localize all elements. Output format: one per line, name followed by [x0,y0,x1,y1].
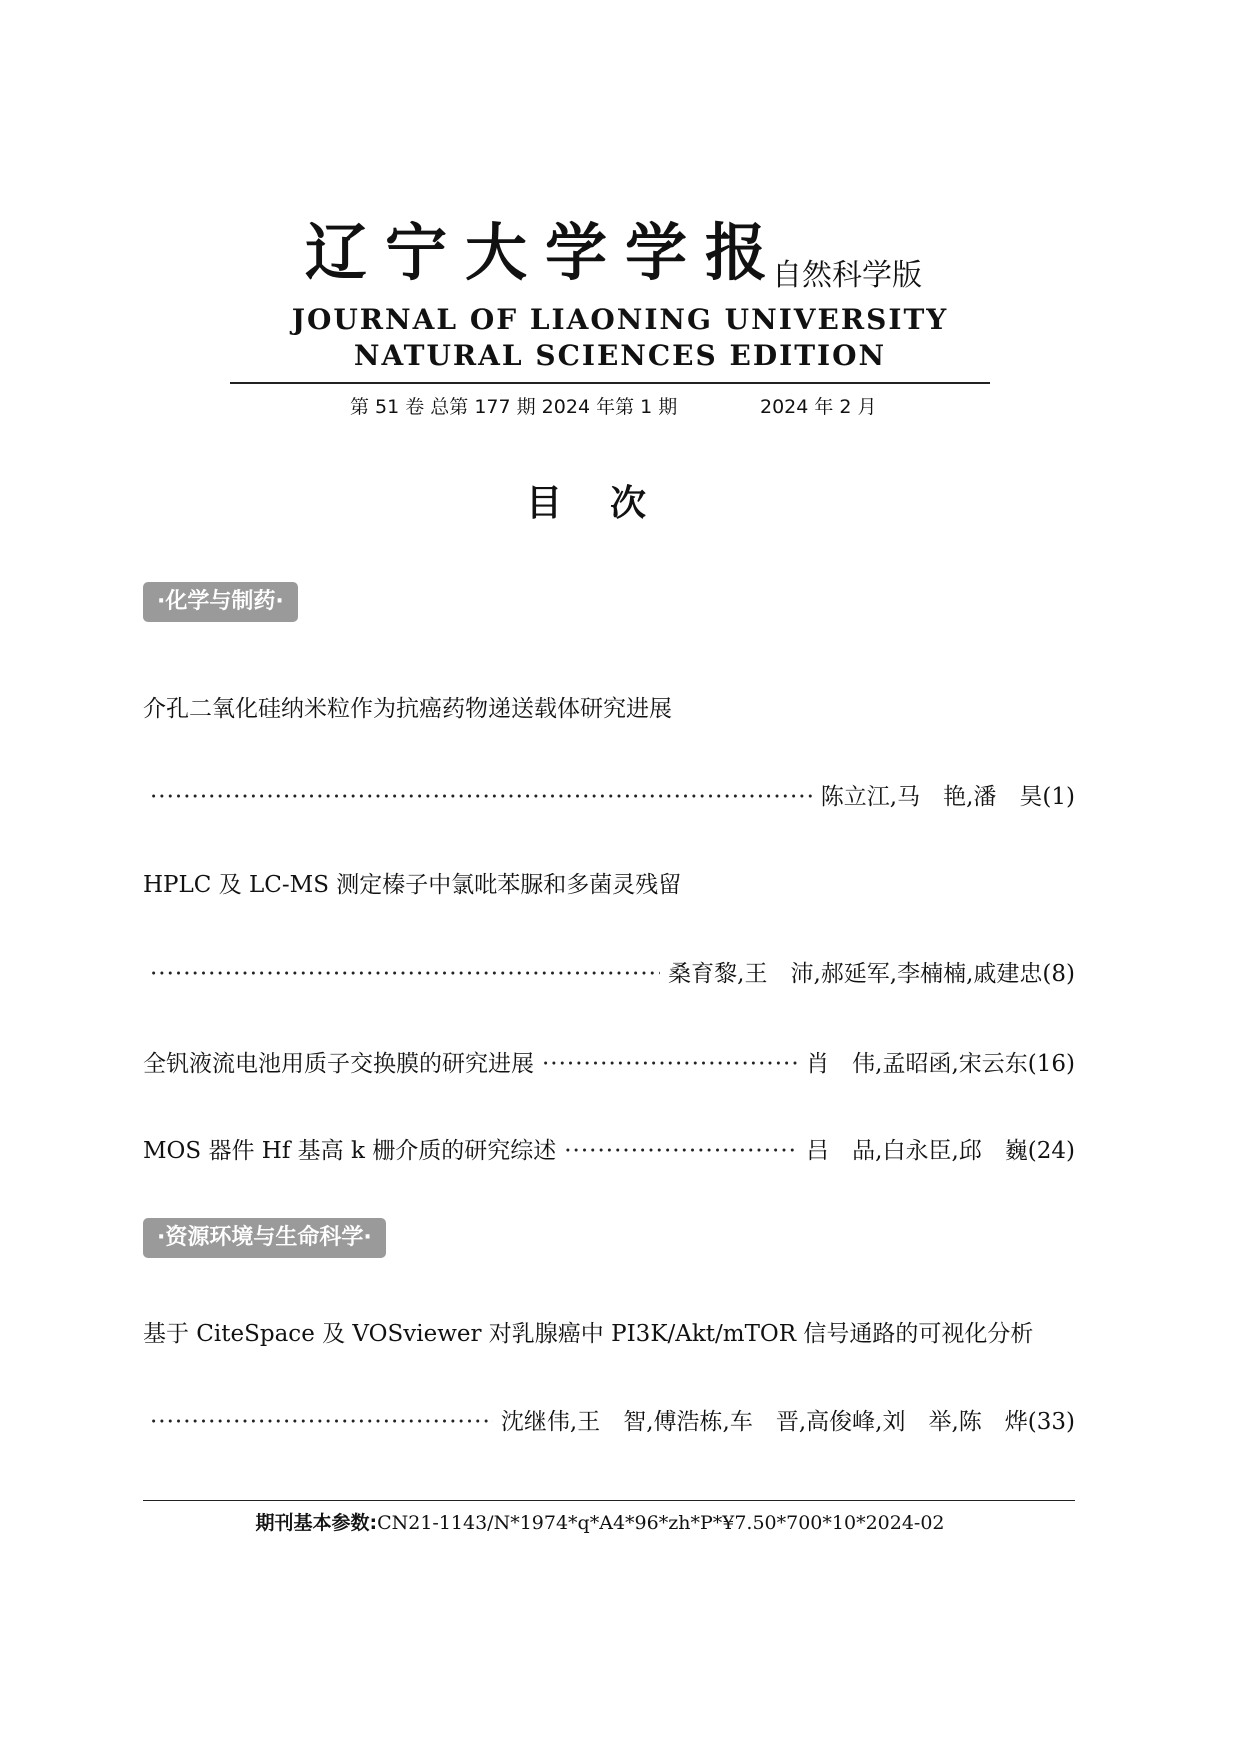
toc-entry-title[interactable]: HPLC 及 LC-MS 测定榛子中氯吡苯脲和多菌灵残留 [143,872,682,898]
issue-date: 2024 年 2 月 [760,396,877,418]
toc-entry-authors: 肖 伟,孟昭函,宋云东 [806,1051,1028,1077]
journal-title-en-line1: JOURNAL OF LIAONING UNIVERSITY [291,303,949,336]
toc-heading: 目次 [525,483,694,524]
leader-dots [542,1051,798,1077]
toc-entry-page: (1) [1042,784,1075,810]
toc-entry-page: (16) [1027,1051,1075,1077]
toc-entry-line[interactable] [143,1132,1075,1165]
toc-entry-line[interactable] [143,1045,1075,1078]
journal-edition-cn: 自然科学版 [772,258,922,293]
journal-parameters [0,1508,1200,1535]
leader-dots [564,1138,798,1164]
journal-title-en-line2: NATURAL SCIENCES EDITION [353,339,887,372]
section-tag-environment-life: ·资源环境与生命科学· [143,1218,386,1258]
toc-entry-line[interactable] [150,778,1075,811]
issue-info: 第 51 卷 总第 177 期 2024 年第 1 期 [350,396,678,418]
toc-entry-page: (33) [1027,1409,1075,1435]
toc-entry-title[interactable]: 介孔二氧化硅纳米粒作为抗癌药物递送载体研究进展 [143,696,672,722]
toc-entry-authors: 吕 品,白永臣,邱 巍 [806,1138,1028,1164]
toc-entry-authors: 陈立江,马 艳,潘 昊 [820,784,1043,810]
toc-entry-line[interactable] [150,1403,1075,1436]
masthead-divider [230,382,990,384]
journal-parameters-value: CN21-1143/N*1974*q*A4*96*zh*P*¥7.50*700*10*2024-02 [377,1512,945,1534]
journal-title-cn: 辽宁大学学报 [305,216,786,289]
toc-entry-title: 全钒液流电池用质子交换膜的研究进展 [143,1051,534,1077]
leader-dots [150,1409,493,1435]
toc-entry-title[interactable]: 基于 CiteSpace 及 VOSviewer 对乳腺癌中 PI3K/Akt/mTOR 信号通路的可视化分析 [143,1321,1034,1347]
toc-entry-authors: 桑育黎,王 沛,郝延军,李楠楠,戚建忠 [668,961,1043,987]
toc-entry-title: MOS 器件 Hf 基高 k 栅介质的研究综述 [143,1138,557,1164]
toc-entry-authors: 沈继伟,王 智,傅浩栋,车 晋,高俊峰,刘 举,陈 烨 [500,1409,1028,1435]
toc-entry-line[interactable] [150,955,1075,988]
section-tag-chemistry: ·化学与制药· [143,582,298,622]
journal-parameters-label: 期刊基本参数: [255,1512,378,1534]
leader-dots [150,784,813,810]
leader-dots [150,961,660,987]
toc-entry-page: (24) [1027,1138,1075,1164]
footer-divider [143,1500,1075,1501]
toc-entry-page: (8) [1042,961,1075,987]
